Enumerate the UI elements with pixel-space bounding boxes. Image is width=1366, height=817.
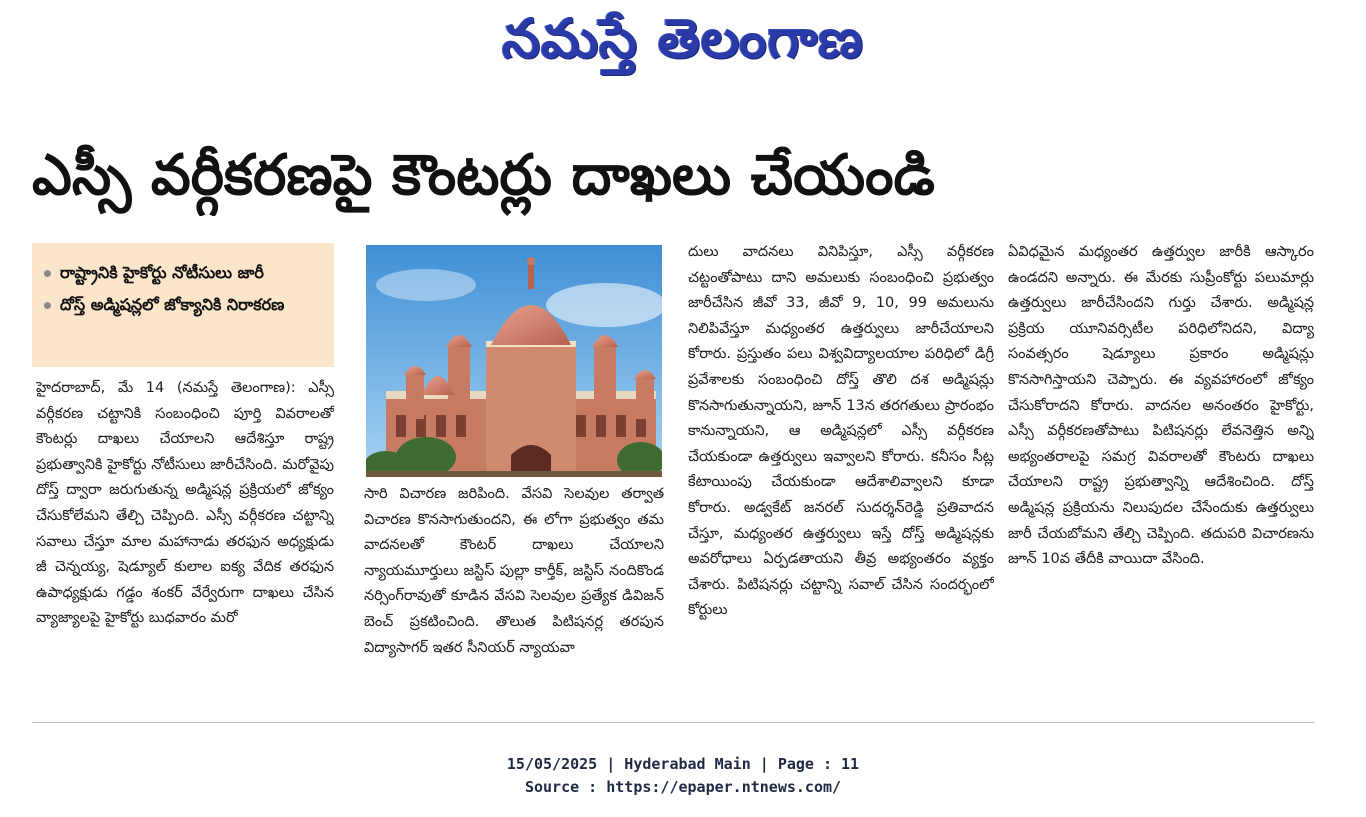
article-paragraph: సారి విచారణ జరిపింది. వేసవి సెలవుల తర్వాత విచారణ కొనసాగుతుందని, ఈ లోగా ప్రభుత్వం తమ వాదనలతో కౌంటర్ దాఖలు చేయాలని న్యాయమూర్తులు జస్టిస్ పుల్లా కార్తీక్, జస్టిస్ నందికొండ నర్సింగ్‌రావుతో కూడిన వేసవి సెలవుల ప్రత్యేక డివిజన్ బెంచ్ ప్రకటించింది. తొలుత పిటిషనర్ల తరపున విద్యాసాగర్ ఇతర సీనియర్ న్యాయవా <box>364 486 664 656</box>
edition-info: 15/05/2025 | Hyderabad Main | Page : 11 <box>506 755 860 773</box>
footer-divider <box>32 722 1314 723</box>
article-column-4 <box>1008 240 1314 680</box>
highlights-box <box>32 243 334 367</box>
highlight-item: రాష్ట్రానికి హైకోర్టు నోటీసులు జారీ <box>42 257 324 289</box>
article-column-1 <box>36 376 334 710</box>
high-court-building-image <box>366 245 662 477</box>
article-paragraph: ఏవిధమైన మధ్యంతర ఉత్తర్వుల జారీకి ఆస్కారం ఉండదని అన్నారు. ఈ మేరకు సుప్రీంకోర్టు పలుమార్లు ఉత్తర్వులు జారీచేసిందని గుర్తు చేశారు. అడ్మిషన్ల ప్రక్రియ యూనివర్సిటీల పరిధిలోనిదని, విద్యా సంవత్సరం షెడ్యూలు ప్రకారం అడ్మిషన్లు కొనసాగిస్తాయని చెప్పారు. ఈ వ్యవహారంలో జోక్యం చేసుకోరాదని కోరారు. వాదనల అనంతరం హైకోర్టు, ఎస్సీ వర్గీకరణతోపాటు పిటిషనర్లు లేవనెత్తిన అన్ని అభ్యంతరాలపై సమగ్ర వివరాలతో కౌంటరు దాఖలు చేయాలని రాష్ట్ర ప్రభుత్వాన్ని ఆదేశించింది. దోస్త్ అడ్మిషన్ల ప్రక్రియను నిలుపుదల చేసేందుకు ఉత్తర్వులు జారీ చేయబోమని తేల్చి చెప్పింది. తదుపరి విచారణను జూన్ 10వ తేదీకి వాయిదా వేసింది. <box>1008 244 1314 568</box>
high-court-photo <box>366 245 662 477</box>
article-column-3 <box>688 240 994 710</box>
article-column-2 <box>364 482 664 710</box>
source-link[interactable]: Source : https://epaper.ntnews.com/ <box>524 778 842 796</box>
article-paragraph: దులు వాదనలు వినిపిస్తూ, ఎస్సీ వర్గీకరణ చట్టంతోపాటు దాని అమలుకు సంబంధించి ప్రభుత్వం జారీచేసిన జీవో 33, జీవో 9, 10, 99 అమలును నిలిపివేస్తూ మధ్యంతర ఉత్తర్వులు జారీచేయాలని కోరారు. ప్రస్తుతం పలు విశ్వవిద్యాలయాల పరిధిలో డిగ్రీ ప్రవేశాలకు సంబంధించి దోస్త్ తొలి దశ అడ్మిషన్లు కొనసాగుతున్నాయని, జూన్ 13న తరగతులు ప్రారంభం కానున్నాయని, ఆ అడ్మిషన్లలో ఎస్సీ వర్గీకరణ చేయకుండా ఉత్తర్వులు ఇవ్వాలని కోరారు. కనీసం సీట్ల కేటాయింపు చేయకుండా ఆదేశాలివ్వాలని కూడా కోరారు. అడ్వకేట్ జనరల్ సుదర్శన్‌రెడ్డి ప్రతివాదన చేస్తూ, మధ్యంతర ఉత్తర్వులు ఇస్తే దోస్త్ అడ్మిషన్లకు అవరోధాలు ఏర్పడతాయని తీవ్ర అభ్యంతరం వ్యక్తం చేశారు. పిటిషనర్లు చట్టాన్ని సవాల్ చేసిన సందర్భంలో కోర్టులు <box>688 244 994 619</box>
article-headline: ఎస్సీ వర్గీకరణపై కౌంటర్లు దాఖలు చేయండి <box>32 143 935 208</box>
article-paragraph: హైదరాబాద్, మే 14 (నమస్తే తెలంగాణ): ఎస్సీ వర్గీకరణ చట్టానికి సంబంధించి పూర్తి వివరాలతో కౌంటర్లు దాఖలు చేయాలని ఆదేశిస్తూ రాష్ట్ర ప్రభుత్వానికి హైకోర్టు నోటీసులు జారీచేసింది. మరోవైపు దోస్త్ ద్వారా జరుగుతున్న అడ్మిషన్ల ప్రక్రియలో జోక్యం చేసుకోలేమని తేల్చి చెప్పింది. ఎస్సీ వర్గీకరణ చట్టాన్ని సవాలు చేస్తూ మాల మహానాడు తరఫున అధ్యక్షుడు జీ చెన్నయ్య, షెడ్యూల్ కులాల ఐక్య వేదిక తరఫున ఉపాధ్యక్షుడు గడ్డం శంకర్ వేర్వేరుగా దాఖలు చేసిన వ్యాజ్యాలపై హైకోర్టు బుధవారం మరో <box>36 380 334 627</box>
highlight-item: దోస్త్ అడ్మిషన్లలో జోక్యానికి నిరాకరణ <box>42 289 324 321</box>
newspaper-masthead: నమస్తే తెలంగాణ <box>502 7 864 70</box>
